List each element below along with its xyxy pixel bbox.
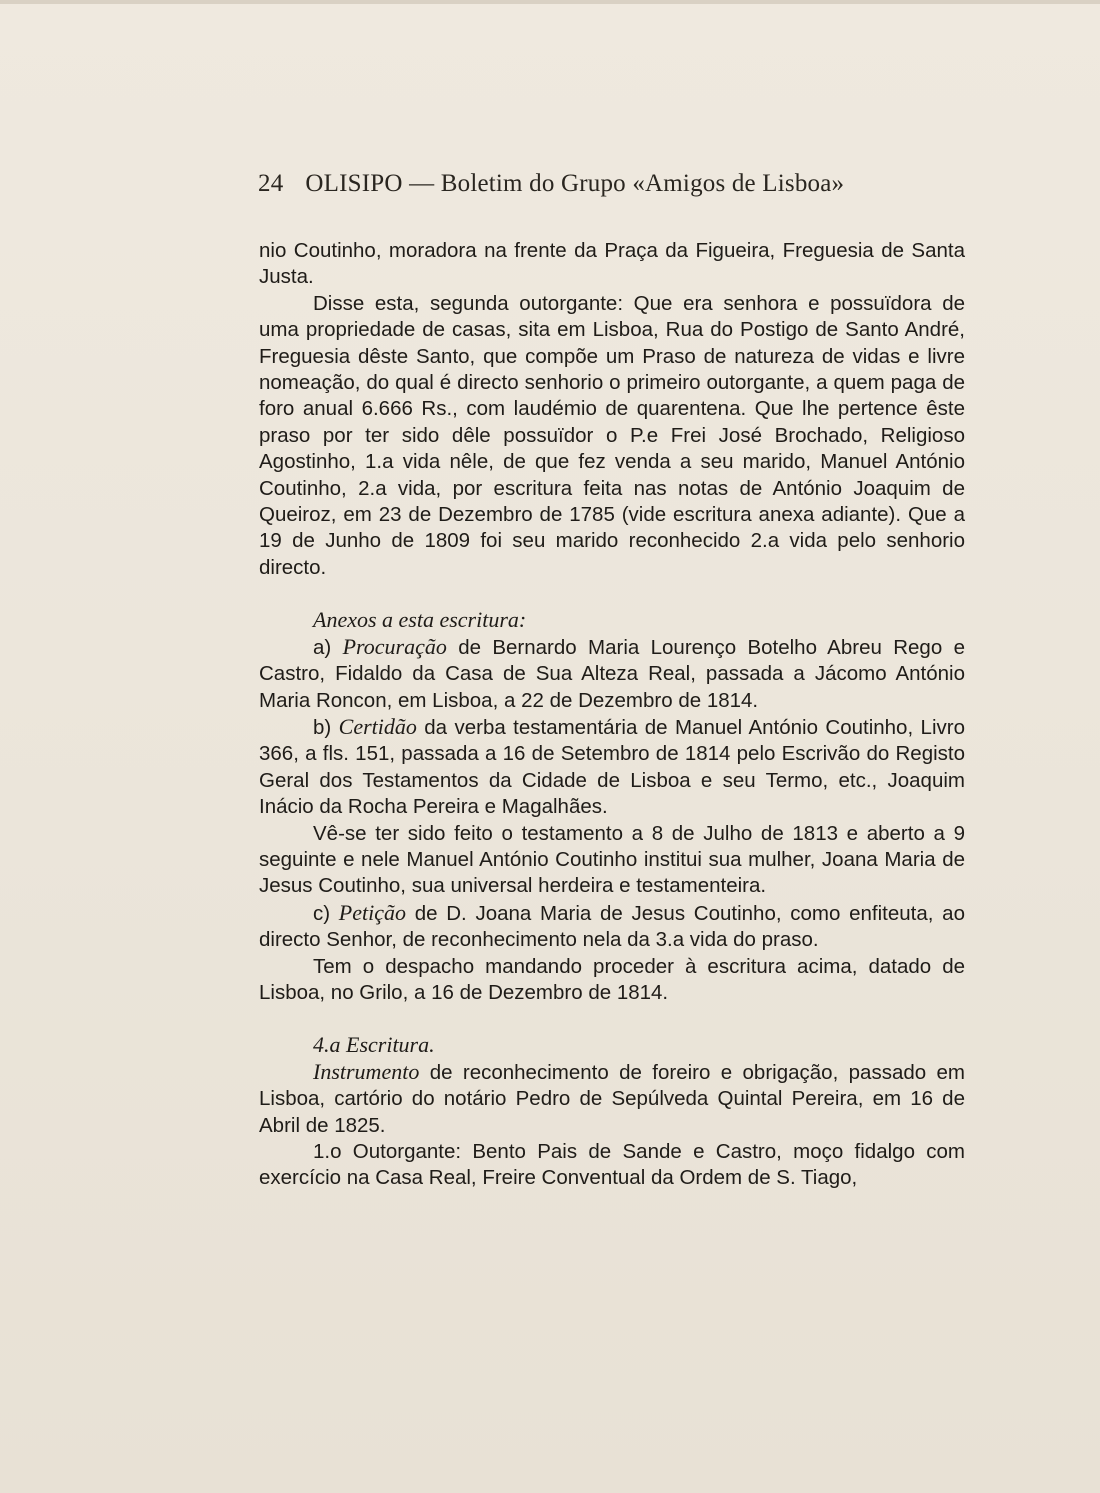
- deed-text: de reconhecimento de foreiro e obrigação, passado em Lisboa, cartório do notário Pedro de Sepúlveda Quintal Pereira, em 16 de Abril de 1825.: [259, 1060, 965, 1137]
- item-text: da verba testamentária de Manuel António Coutinho, Livro 366, a fls. 151, passada a 16 de Setembro de 1814 pelo Escrivão do Registo Geral dos Testamentos da Cidade de Lisboa e seu Termo, etc., Joaquim Inácio da Rocha Pereira e Magalhães.: [259, 715, 965, 819]
- annex-heading: Anexos a esta escritura:: [313, 607, 527, 633]
- annex-note-b: Vê-se ter sido feito o testamento a 8 de Julho de 1813 e aberto a 9 seguinte e nele Manuel António Coutinho institui sua mulher, Joana Maria de Jesus Coutinho, sua universal herdeira e testamenteira.: [259, 821, 965, 898]
- item-term: Petição: [338, 899, 406, 925]
- deed-paragraph: [259, 1059, 965, 1139]
- paragraph-continuation: nio Coutinho, moradora na frente da Praça da Figueira, Freguesia de Santa Justa.: [259, 239, 965, 289]
- page-top-edge: [0, 0, 1100, 4]
- item-label: b): [313, 715, 332, 739]
- body-text: [259, 238, 965, 1192]
- deed-heading: 4.a Escritura.: [313, 1032, 435, 1058]
- first-party-paragraph: 1.o Outorgante: Bento Pais de Sande e Castro, moço fidalgo com exercício na Casa Real, Freire Conventual da Ordem de S. Tiago,: [259, 1140, 965, 1190]
- annex-note-c: Tem o despacho mandando proceder à escritura acima, datado de Lisboa, no Grilo, a 16 de Dezembro de 1814.: [259, 954, 965, 1004]
- item-label: a): [313, 635, 332, 659]
- annex-item-b: [259, 714, 965, 821]
- item-text: de Bernardo Maria Lourenço Botelho Abreu Rego e Castro, Fidaldo da Casa de Sua Alteza Real, passada a Jácomo António Maria Roncon, em Lisboa, a 22 de Dezembro de 1814.: [259, 635, 965, 712]
- paragraph-declaration: Disse esta, segunda outorgante: Que era senhora e possuïdora de uma propriedade de casas, sita em Lisboa, Rua do Postigo de Santo André, Freguesia dêste Santo, que compõe um Praso de natureza de vidas e livre nomeação, do qual é directo senhorio o primeiro outorgante, a quem paga de foro anual 6.666 Rs., com laudémio de quarentena. Que lhe pertence êste praso por ter sido dêle possuïdor o P.e Frei José Brochado, Religioso Agostinho, 1.a vida nêle, de que fez venda a seu marido, Manuel António Coutinho, 2.a vida, por escritura feita nas notas de António Joaquim de Queiroz, em 23 de Dezembro de 1785 (vide escritura anexa adiante). Que a 19 de Junho de 1809 foi seu marido reconhecido 2.a vida pelo senhorio directo.: [259, 291, 965, 579]
- annex-item-c: [259, 900, 965, 954]
- deed-term: Instrumento: [313, 1058, 420, 1084]
- page-number: 24: [258, 170, 284, 197]
- item-text: de D. Joana Maria de Jesus Coutinho, como enfiteuta, ao directo Senhor, de reconhecimento nela da 3.a vida do praso.: [259, 901, 965, 952]
- spacer: [259, 1006, 965, 1032]
- running-title: OLISIPO — Boletim do Grupo «Amigos de Lisboa»: [305, 170, 845, 197]
- annex-item-a: [259, 634, 965, 714]
- running-header: [258, 170, 958, 198]
- item-term: Procuração: [342, 633, 447, 659]
- spacer: [259, 581, 965, 607]
- item-term: Certidão: [338, 713, 417, 739]
- item-label: c): [313, 901, 331, 925]
